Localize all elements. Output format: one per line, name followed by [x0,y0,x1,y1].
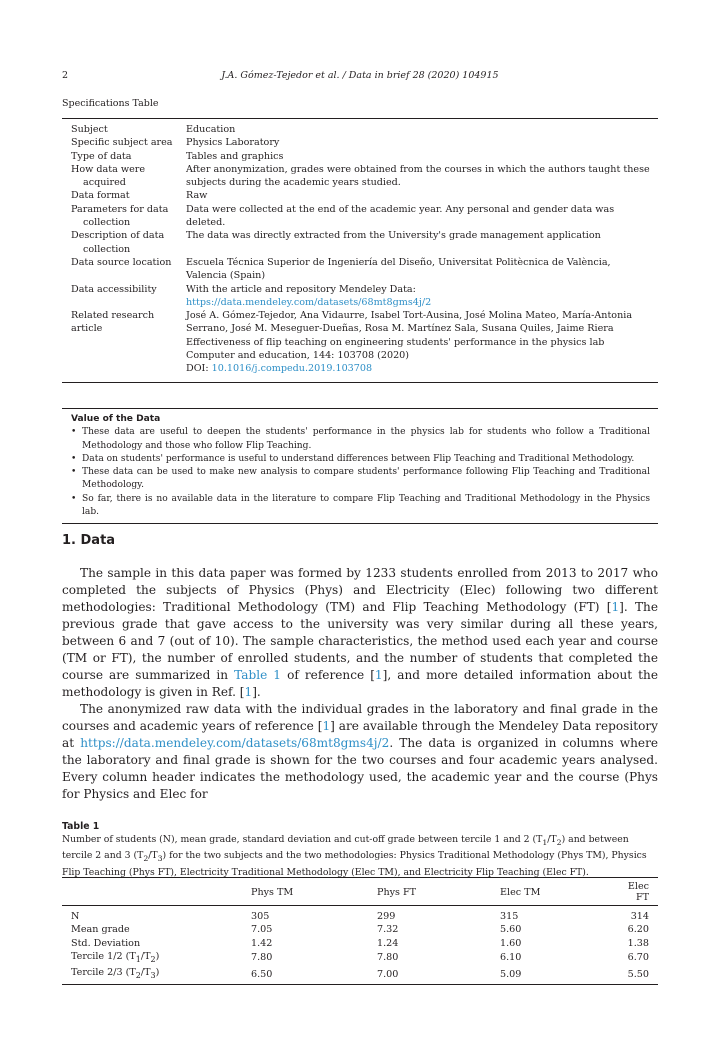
row-label: Std. Deviation [71,937,141,949]
subscript: 2 [143,854,149,864]
spec-key: Subject [71,124,108,135]
spec-value: Tables and graphics [186,150,284,162]
subscript: 1 [542,838,548,848]
doi-link[interactable]: 10.1016/j.compedu.2019.103708 [211,363,373,375]
spec-key-line2: acquired [83,177,126,189]
table-row [62,923,658,936]
citation-link[interactable]: 1 [374,668,383,682]
column-header: Elec TM [500,886,541,898]
table-cell: 5.60 [500,924,522,936]
value-of-data-list [62,426,658,519]
table-row [62,966,658,984]
spec-row [62,309,658,375]
page-number: 2 [62,70,69,81]
spec-value [186,283,658,310]
table-cell: 5.50 [627,968,649,980]
table-cell: 1.60 [500,937,522,949]
table-header-row [62,878,658,906]
spec-row [62,189,658,202]
table-1 [62,877,658,985]
spec-value-text: With the article and repository Mendeley Data: [186,283,416,295]
running-header [62,70,658,82]
spec-key [62,229,186,256]
text-run: ], and more detailed information about the methodology is given in Ref. [ [62,668,658,699]
citation-link[interactable]: 1 [611,600,620,614]
subscript: 1 [135,954,141,964]
table-cell: 314 [630,911,649,922]
section-body [62,565,658,803]
column-header [62,878,251,906]
spec-row [62,123,658,136]
subscript: 3 [157,854,163,864]
list-item: • So far, there is no available data in the literature to compare Flip Teaching and Traditional Methodology in the Physics lab. [62,493,658,520]
value-of-data-title: Value of the Data [71,414,161,424]
table-cell: 1.24 [377,937,399,949]
text-run: ]. The previous grade that gave access to the university was very similar during all these years, between 6 and 7 (out of 10). The sample characteristics, the method used each year and course (TM or FT), the number of enrolled students, and the number of students that completed the course are summarized in [62,600,658,682]
citation-link[interactable]: 1 [244,685,253,699]
table-cell: 6.70 [627,952,649,964]
spec-value [186,309,658,375]
related-article-doi [186,362,654,375]
spec-row [62,256,658,283]
table-cell: 7.80 [377,952,399,964]
spec-value: The data was directly extracted from the University's grade management application [186,230,601,242]
row-label: N [71,911,80,922]
subscript: 2 [135,971,141,980]
specifications-table [62,118,658,383]
mendeley-data-link[interactable]: https://data.mendeley.com/datasets/68mt8gms4j/2 [80,736,390,750]
text-run: ) and between tercile 2 and 3 (T [62,834,629,862]
row-label: Mean grade [71,924,130,936]
table-reference-link[interactable]: Table 1 [234,668,281,682]
table-cell: 1.38 [627,937,649,949]
spec-value: Raw [186,190,208,202]
spec-value: Physics Laboratory [186,137,280,149]
spec-row [62,203,658,230]
table-cell: 7.80 [251,952,273,964]
subscript: 2 [150,954,156,964]
list-item: • Data on students' performance is useful to understand differences between Flip Teaching and Traditional Methodology. [62,453,658,466]
text-run: ]. [252,685,261,699]
text-run: The sample in this data paper was formed by 1233 students enrolled from 2013 to 2017 who completed the subjects of Physics (Phys) and Electricity (Elec) following two different methodologies: Traditional Methodology (TM) and Flip Teaching Methodology (FT) [ [62,566,658,614]
text-run: Tercile 2/3 (T [71,967,136,979]
table-cell: 1.42 [251,937,273,949]
table-row [62,937,658,950]
spec-key: Data format [71,190,130,202]
table-cell: 305 [251,911,270,922]
table-cell: 6.20 [627,924,649,936]
table-1-caption [62,820,658,879]
table-cell: 6.50 [251,968,273,980]
subscript: 2 [556,838,562,848]
column-header: Phys FT [377,886,417,898]
value-of-data-box [62,408,658,524]
table-1-caption-text: Number of students (N), mean grade, standard deviation and cut-off grade between tercile 1 and 2 $(T_1/T_2)$ and between tercile 2 and 3 $(T_2/T_3)$ for the two subjects and the two methodologies: Physics Traditional Methodology (Phys TM), Physics Flip Teaching (Phys FT), Electricity Traditional Methodology (Elec TM), and Electricity Flip Teaching (Elec FT). [62,834,647,878]
row-label: Tercile 1/2 $(T_1/T_2)$ [71,950,160,964]
row-label: Tercile 2/3 $(T_2/T_3)$ [71,967,160,980]
spec-row [62,283,658,310]
spec-key: Type of data [71,150,132,162]
table-cell: 299 [377,911,396,922]
spec-row [62,136,658,149]
text-run: Number of students (N), mean grade, standard deviation and cut-off grade between tercile 1 and 2 (T [62,834,543,846]
table-cell: 7.32 [377,924,399,936]
section-heading: 1. Data [62,533,116,548]
spec-key-line2: collection [83,217,131,229]
related-article-title: Effectiveness of flip teaching on engineering students' performance in the physics lab [186,336,605,348]
table-cell: 7.00 [377,968,399,980]
list-item: • These data can be used to make new analysis to compare students' performance following Flip Teaching and Traditional Methodology. [62,466,658,493]
text-run: ] are available through the Mendeley Data repository at [62,719,658,750]
table-cell: 315 [500,911,519,922]
table-row [62,950,658,966]
table-1-label: Table 1 [62,821,100,832]
spec-key: Data source location [71,256,172,268]
paragraph [62,565,658,701]
text-run: ) for the two subjects and the two methodologies: Physics Traditional Methodology (Phys TM), Physics Flip Teaching (Phys FT), Electricity Traditional Methodology (Elec TM), and Electricity Flip Teaching (Elec FT). [62,850,647,878]
subscript: 3 [150,971,156,980]
text-run: Tercile 1/2 (T [71,950,136,962]
spec-key-line1: Description of data [71,230,165,242]
spec-value: Escuela Técnica Superior de Ingeniería del Diseño, Universitat Politècnica de València, Valencia (Spain) [186,256,611,282]
text-run: . The data is organized in columns where the laboratory and final grade is shown for the two courses and four academic years analysed. Every column header indicates the methodology used, the academic year and the course (Phys for Physics and Elec for [62,736,659,801]
spec-value: Data were collected at the end of the academic year. Any personal and gender data was deleted. [186,203,615,229]
spec-key: Related research article [71,310,155,335]
table-cell: 5.09 [500,968,522,980]
spec-key-line1: How data were [71,163,146,175]
related-article-journal: Computer and education, 144: 103708 (2020) [186,350,410,362]
related-article-authors: José A. Gómez-Tejedor, Ana Vidaurre, Isabel Tort-Ausina, José Molina Mateo, María-Antonia Serrano, José M. Meseguer-Dueñas, Rosa M. Martínez Sala, Susana Quiles, Jaime Riera [186,310,633,335]
spec-key-line1: Parameters for data [71,203,169,215]
text-run: The anonymized raw data with the individual grades in the laboratory and final grade in the courses and academic years of reference [ [62,702,658,733]
mendeley-data-link[interactable]: https://data.mendeley.com/datasets/68mt8gms4j/2 [186,296,432,308]
spec-key [62,163,186,190]
text-run: of reference [ [281,668,375,682]
paragraph [62,701,658,803]
table-cell: 7.05 [251,924,273,936]
column-header: Phys TM [251,886,294,898]
spec-key: Specific subject area [71,137,173,149]
spec-value: Education [186,124,236,135]
list-item: • These data are useful to deepen the students' performance in the physics lab for students who follow a Traditional Methodology and those who follow Flip Teaching. [62,426,658,453]
table-cell: 6.10 [500,952,522,964]
spec-key [62,203,186,230]
spec-row [62,150,658,163]
spec-row [62,163,658,190]
table-row [62,906,658,924]
running-title: J.A. Gómez-Tejedor et al. / Data in brief 28 (2020) 104915 [221,70,499,81]
spec-table-title: Specifications Table [62,98,159,109]
spec-key: Data accessibility [71,283,157,295]
spec-value: After anonymization, grades were obtained from the courses in which the authors taught these subjects during the academic years studied. [186,163,650,189]
doi-label: DOI: [186,363,212,375]
spec-key-line2: collection [83,243,131,255]
spec-row [62,229,658,256]
column-header: Elec FT [627,881,649,903]
citation-link[interactable]: 1 [322,719,331,733]
